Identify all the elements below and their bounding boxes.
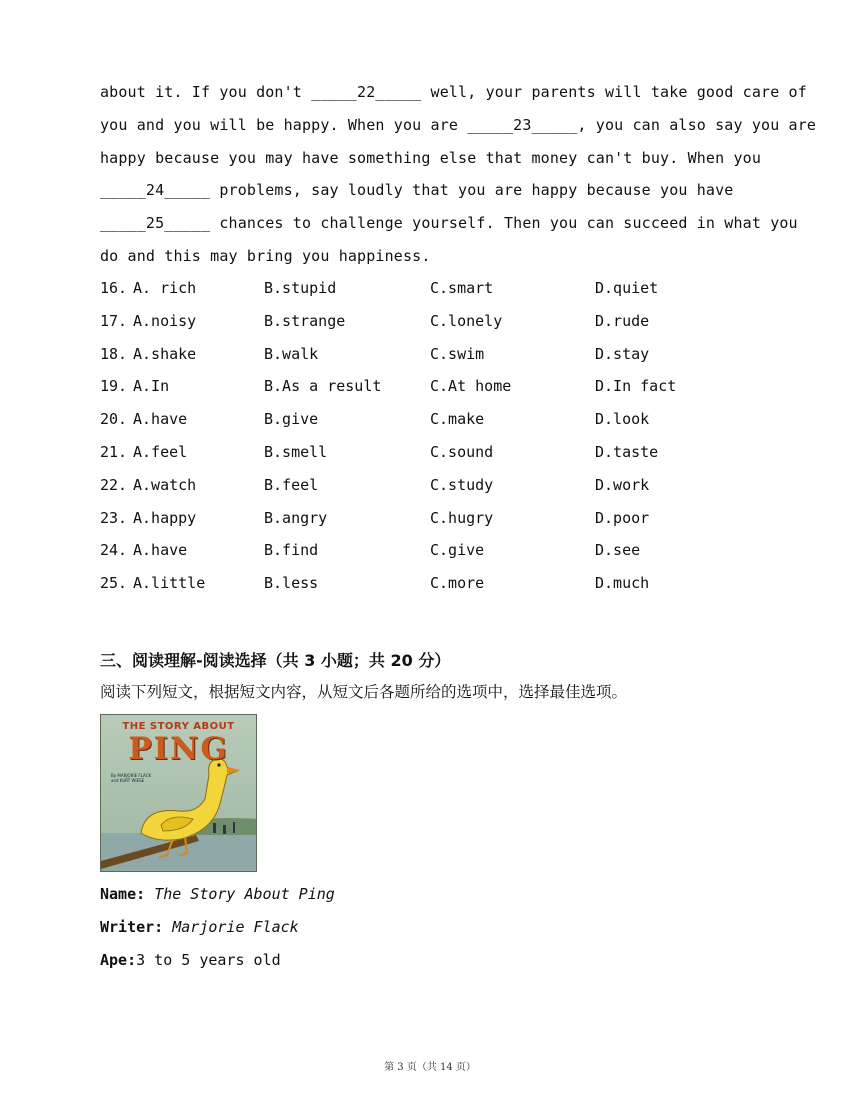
question-number: 23. bbox=[100, 508, 128, 527]
book-writer-row bbox=[100, 913, 335, 946]
option-a: A.shake bbox=[133, 344, 197, 363]
answer-options-list bbox=[100, 274, 800, 602]
age-label: Ape: bbox=[100, 950, 137, 969]
option-d: D.see bbox=[595, 541, 641, 560]
passage-line: _____24_____ problems, say loudly that you are happy because you have bbox=[100, 181, 734, 200]
option-d: D.quiet bbox=[595, 279, 659, 297]
option-a: A.feel bbox=[133, 442, 188, 461]
option-c: C.smart bbox=[430, 279, 494, 297]
book-age-row bbox=[100, 946, 335, 979]
question-row-19 bbox=[100, 372, 800, 405]
book-info bbox=[100, 880, 335, 978]
option-b: B.give bbox=[264, 410, 319, 429]
cover-title-line1: THE STORY ABOUT bbox=[122, 721, 235, 732]
option-b: B.stupid bbox=[264, 279, 337, 297]
page-footer: 第 3 页（共 14 页） bbox=[384, 1062, 476, 1073]
question-number: 21. bbox=[100, 442, 128, 461]
name-label: Name: bbox=[100, 885, 155, 903]
option-a: A.little bbox=[133, 574, 206, 593]
cloze-passage bbox=[100, 78, 817, 275]
option-d: D.look bbox=[595, 410, 650, 429]
option-d: D.work bbox=[595, 475, 650, 494]
option-a: A.happy bbox=[133, 508, 197, 527]
question-row-20 bbox=[100, 405, 800, 438]
passage-line: happy because you may have something else that money can't buy. When you bbox=[100, 148, 762, 167]
question-number: 20. bbox=[100, 410, 128, 429]
age-value: 3 to 5 years old bbox=[136, 950, 281, 969]
option-d: D.taste bbox=[595, 442, 659, 461]
cover-byline-line2: and KURT WIESE bbox=[111, 778, 145, 783]
option-a: A. rich bbox=[133, 279, 197, 297]
question-row-18 bbox=[100, 340, 800, 373]
question-number: 22. bbox=[100, 475, 128, 494]
cover-title-line2: PING bbox=[128, 731, 229, 767]
option-b: B.As a result bbox=[264, 377, 382, 396]
section-heading: 三、阅读理解-阅读选择（共 3 小题；共 20 分） bbox=[100, 651, 451, 670]
option-c: C.lonely bbox=[430, 311, 503, 330]
question-row-24 bbox=[100, 536, 800, 569]
option-d: D.rude bbox=[595, 311, 650, 330]
option-c: C.swim bbox=[430, 344, 485, 363]
option-b: B.feel bbox=[264, 475, 319, 494]
question-row-16 bbox=[100, 274, 800, 307]
question-row-22 bbox=[100, 471, 800, 504]
passage-line: you and you will be happy. When you are _____23_____, you can also say you are bbox=[100, 115, 817, 134]
option-c: C.sound bbox=[430, 442, 494, 461]
option-a: A.In bbox=[133, 377, 170, 396]
question-number: 18. bbox=[100, 344, 128, 363]
option-a: A.have bbox=[133, 541, 188, 560]
section-instruction: 阅读下列短文，根据短文内容，从短文后各题所给的选项中，选择最佳选项。 bbox=[100, 683, 628, 701]
option-c: C.study bbox=[430, 475, 494, 494]
question-row-21 bbox=[100, 438, 800, 471]
question-number: 19. bbox=[100, 377, 128, 396]
option-b: B.walk bbox=[264, 344, 319, 363]
option-a: A.watch bbox=[133, 475, 197, 494]
option-b: B.smell bbox=[264, 442, 328, 461]
passage-line: about it. If you don't _____22_____ well, your parents will take good care of bbox=[100, 83, 807, 101]
writer-value: Marjorie Flack bbox=[172, 917, 299, 936]
option-d: D.poor bbox=[595, 508, 650, 527]
option-b: B.angry bbox=[264, 508, 328, 527]
passage-line: _____25_____ chances to challenge yourself. Then you can succeed in what you bbox=[100, 214, 798, 233]
option-b: B.strange bbox=[264, 311, 346, 330]
book-name-row bbox=[100, 880, 335, 913]
cover-byline-line1: By MARJORIE FLACK bbox=[111, 773, 152, 778]
option-c: C.give bbox=[430, 541, 485, 560]
option-d: D.stay bbox=[595, 344, 650, 363]
option-c: C.hugry bbox=[430, 508, 494, 527]
question-row-17 bbox=[100, 307, 800, 340]
book-cover-image bbox=[100, 714, 257, 872]
option-d: D.much bbox=[595, 574, 650, 593]
passage-line: do and this may bring you happiness. bbox=[100, 246, 431, 265]
cover-byline bbox=[111, 773, 151, 783]
option-a: A.have bbox=[133, 410, 188, 429]
question-number: 16. bbox=[100, 279, 128, 297]
question-row-25 bbox=[100, 569, 800, 602]
question-number: 25. bbox=[100, 574, 128, 593]
writer-label: Writer: bbox=[100, 917, 173, 936]
option-c: C.make bbox=[430, 410, 485, 429]
option-d: D.In fact bbox=[595, 377, 677, 396]
name-value: The Story About Ping bbox=[154, 885, 335, 903]
question-row-23 bbox=[100, 504, 800, 537]
option-b: B.find bbox=[264, 541, 319, 560]
option-c: C.more bbox=[430, 574, 485, 593]
option-c: C.At home bbox=[430, 377, 512, 396]
question-number: 17. bbox=[100, 311, 128, 330]
question-number: 24. bbox=[100, 541, 128, 560]
option-a: A.noisy bbox=[133, 311, 197, 330]
option-b: B.less bbox=[264, 574, 319, 593]
